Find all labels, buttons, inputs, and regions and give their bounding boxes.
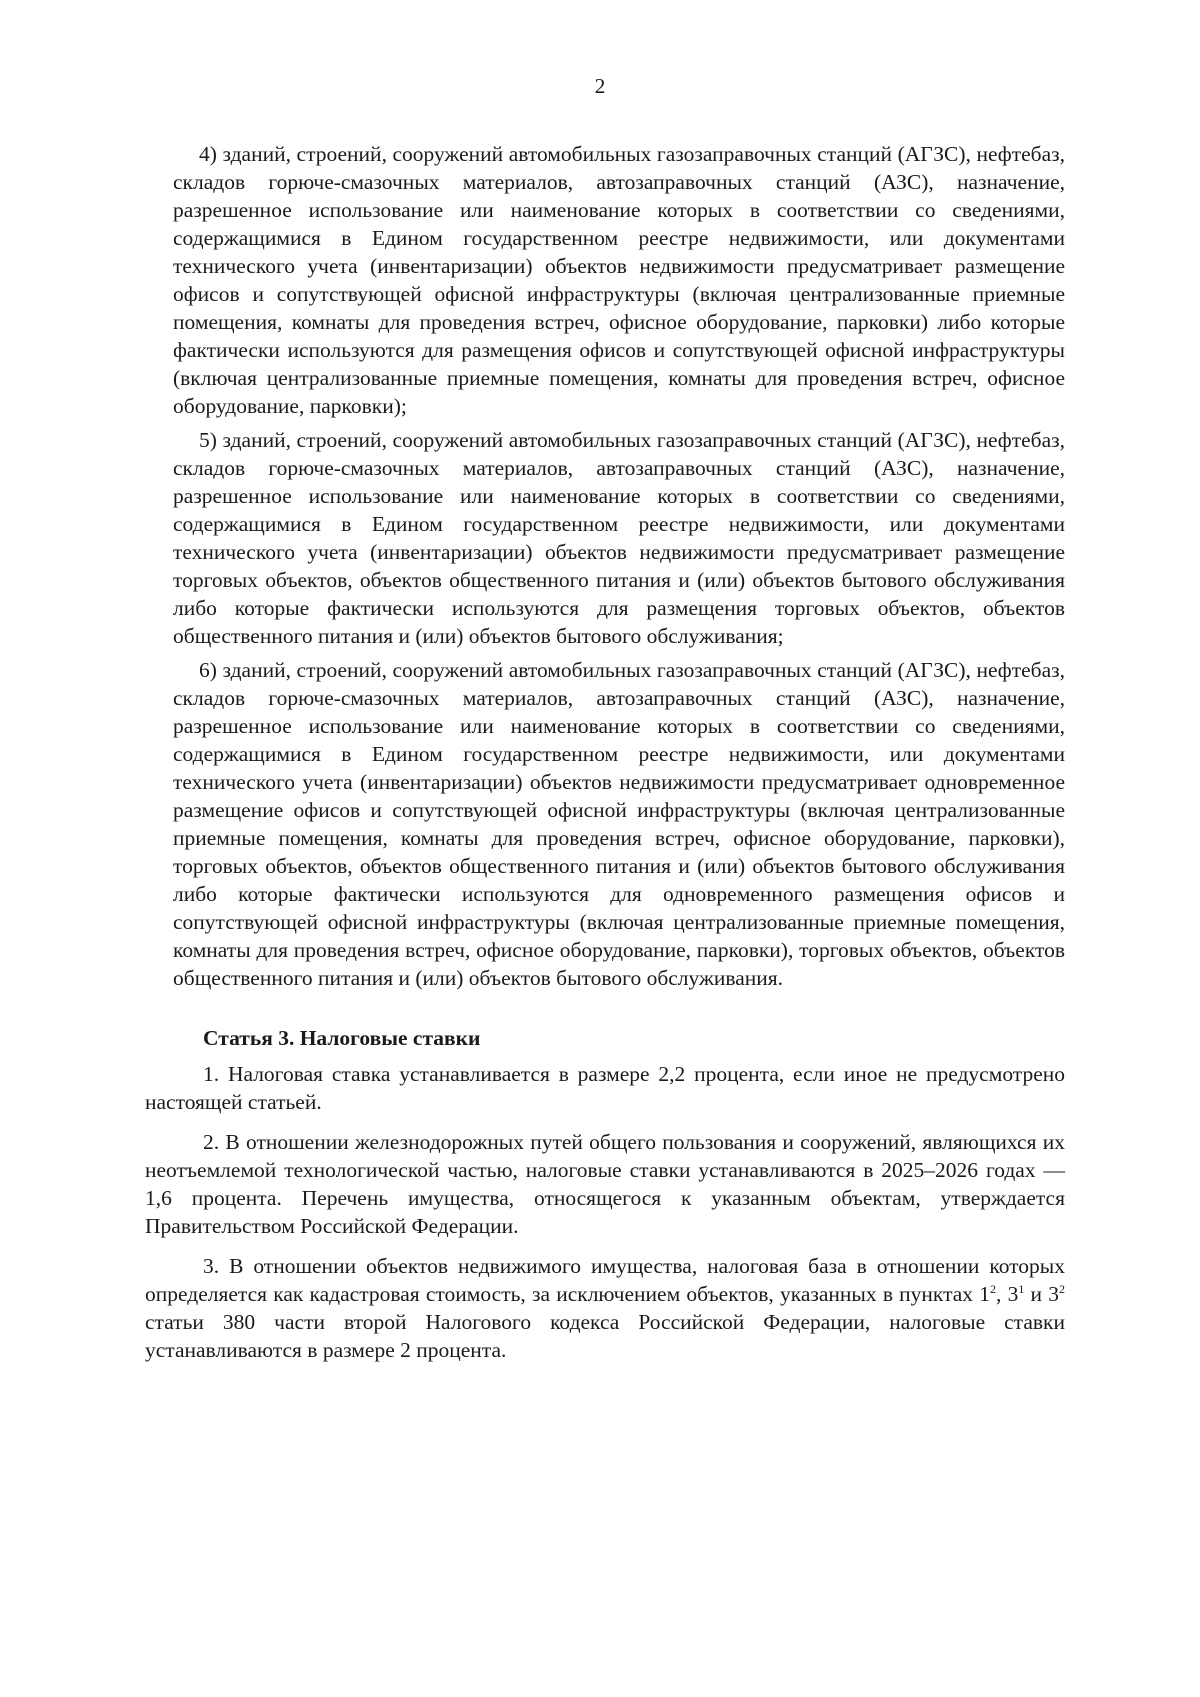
article-3-paragraph-1: 1. Налоговая ставка устанавливается в размере 2,2 процента, если иное не предусмотрено настоящей статьей. [145,1062,1065,1114]
list-item-4 [173,140,1065,420]
document-body [145,140,1065,1376]
paragraph-3-part-2: , 3 [996,1282,1019,1306]
list-item-5 [173,426,1065,650]
paragraph-3-part-1: 3. В отношении объектов недвижимого имущества, налоговая база в отношении которых определяется как кадастровая стоимость, за исключением объектов, указанных в пунктах 1 [145,1254,1065,1306]
article-3-paragraph-2: 2. В отношении железнодорожных путей общего пользования и сооружений, являющихся их неотъемлемой технологической частью, налоговые ставки устанавливаются в 2025–2026 годах — 1,6 процента. Перечень имущества, относящегося к указанным объектам, утверждается Правительством Российской Федерации. [145,1130,1065,1238]
list-item-5-text: 5) зданий, строений, сооружений автомобильных газозаправочных станций (АГЗС), нефтебаз, складов горюче-смазочных материалов, автозаправочных станций (АЗС), назначение, разрешенное использование или наименование которых в соответствии со сведениями, содержащимися в Едином государственном реестре недвижимости, или документами технического учета (инвентаризации) объектов недвижимости предусматривает размещение торговых объектов, объектов общественного питания и (или) объектов бытового обслуживания либо которые фактически используются для размещения торговых объектов, объектов общественного питания и (или) объектов бытового обслуживания; [173,428,1065,648]
list-item-6-text: 6) зданий, строений, сооружений автомобильных газозаправочных станций (АГЗС), нефтебаз, складов горюче-смазочных материалов, автозаправочных станций (АЗС), назначение, разрешенное использование или наименование которых в соответствии со сведениями, содержащимися в Едином государственном реестре недвижимости, или документами технического учета (инвентаризации) объектов недвижимости предусматривает одновременное размещение офисов и сопутствующей офисной инфраструктуры (включая централизованные приемные помещения, комнаты для проведения встреч, офисное оборудование, парковки), торговых объектов, объектов общественного питания и (или) объектов бытового обслуживания либо которые фактически используются для одновременного размещения офисов и сопутствующей офисной инфраструктуры (включая централизованные приемные помещения, комнаты для проведения встреч, офисное оборудование, парковки), торговых объектов, объектов общественного питания и (или) объектов бытового обслуживания. [173,658,1065,990]
article-3-title: Статья 3. Налоговые ставки [203,1026,481,1050]
list-item-4-text: 4) зданий, строений, сооружений автомобильных газозаправочных станций (АГЗС), нефтебаз, складов горюче-смазочных материалов, автозаправочных станций (АЗС), назначение, разрешенное использование или наименование которых в соответствии со сведениями, содержащимися в Едином государственном реестре недвижимости, или документами технического учета (инвентаризации) объектов недвижимости предусматривает размещение офисов и сопутствующей офисной инфраструктуры (включая централизованные приемные помещения, комнаты для проведения встреч, офисное оборудование, парковки) либо которые фактически используются для размещения офисов и сопутствующей офисной инфраструктуры (включая централизованные приемные помещения, комнаты для проведения встреч, офисное оборудование, парковки); [173,142,1065,418]
superscript-3: 2 [1059,1281,1065,1296]
superscript-2: 1 [1018,1281,1025,1296]
paragraph-3-part-3: и 3 [1024,1282,1059,1306]
article-3-paragraph-3 [145,1252,1065,1364]
paragraph-3-part-4: статьи 380 части второй Налогового кодекса Российской Федерации, налоговые ставки устанавливаются в размере 2 процента. [145,1310,1065,1362]
superscript-1: 2 [990,1281,996,1296]
page-number: 2 [594,74,606,98]
list-item-6 [173,656,1065,992]
